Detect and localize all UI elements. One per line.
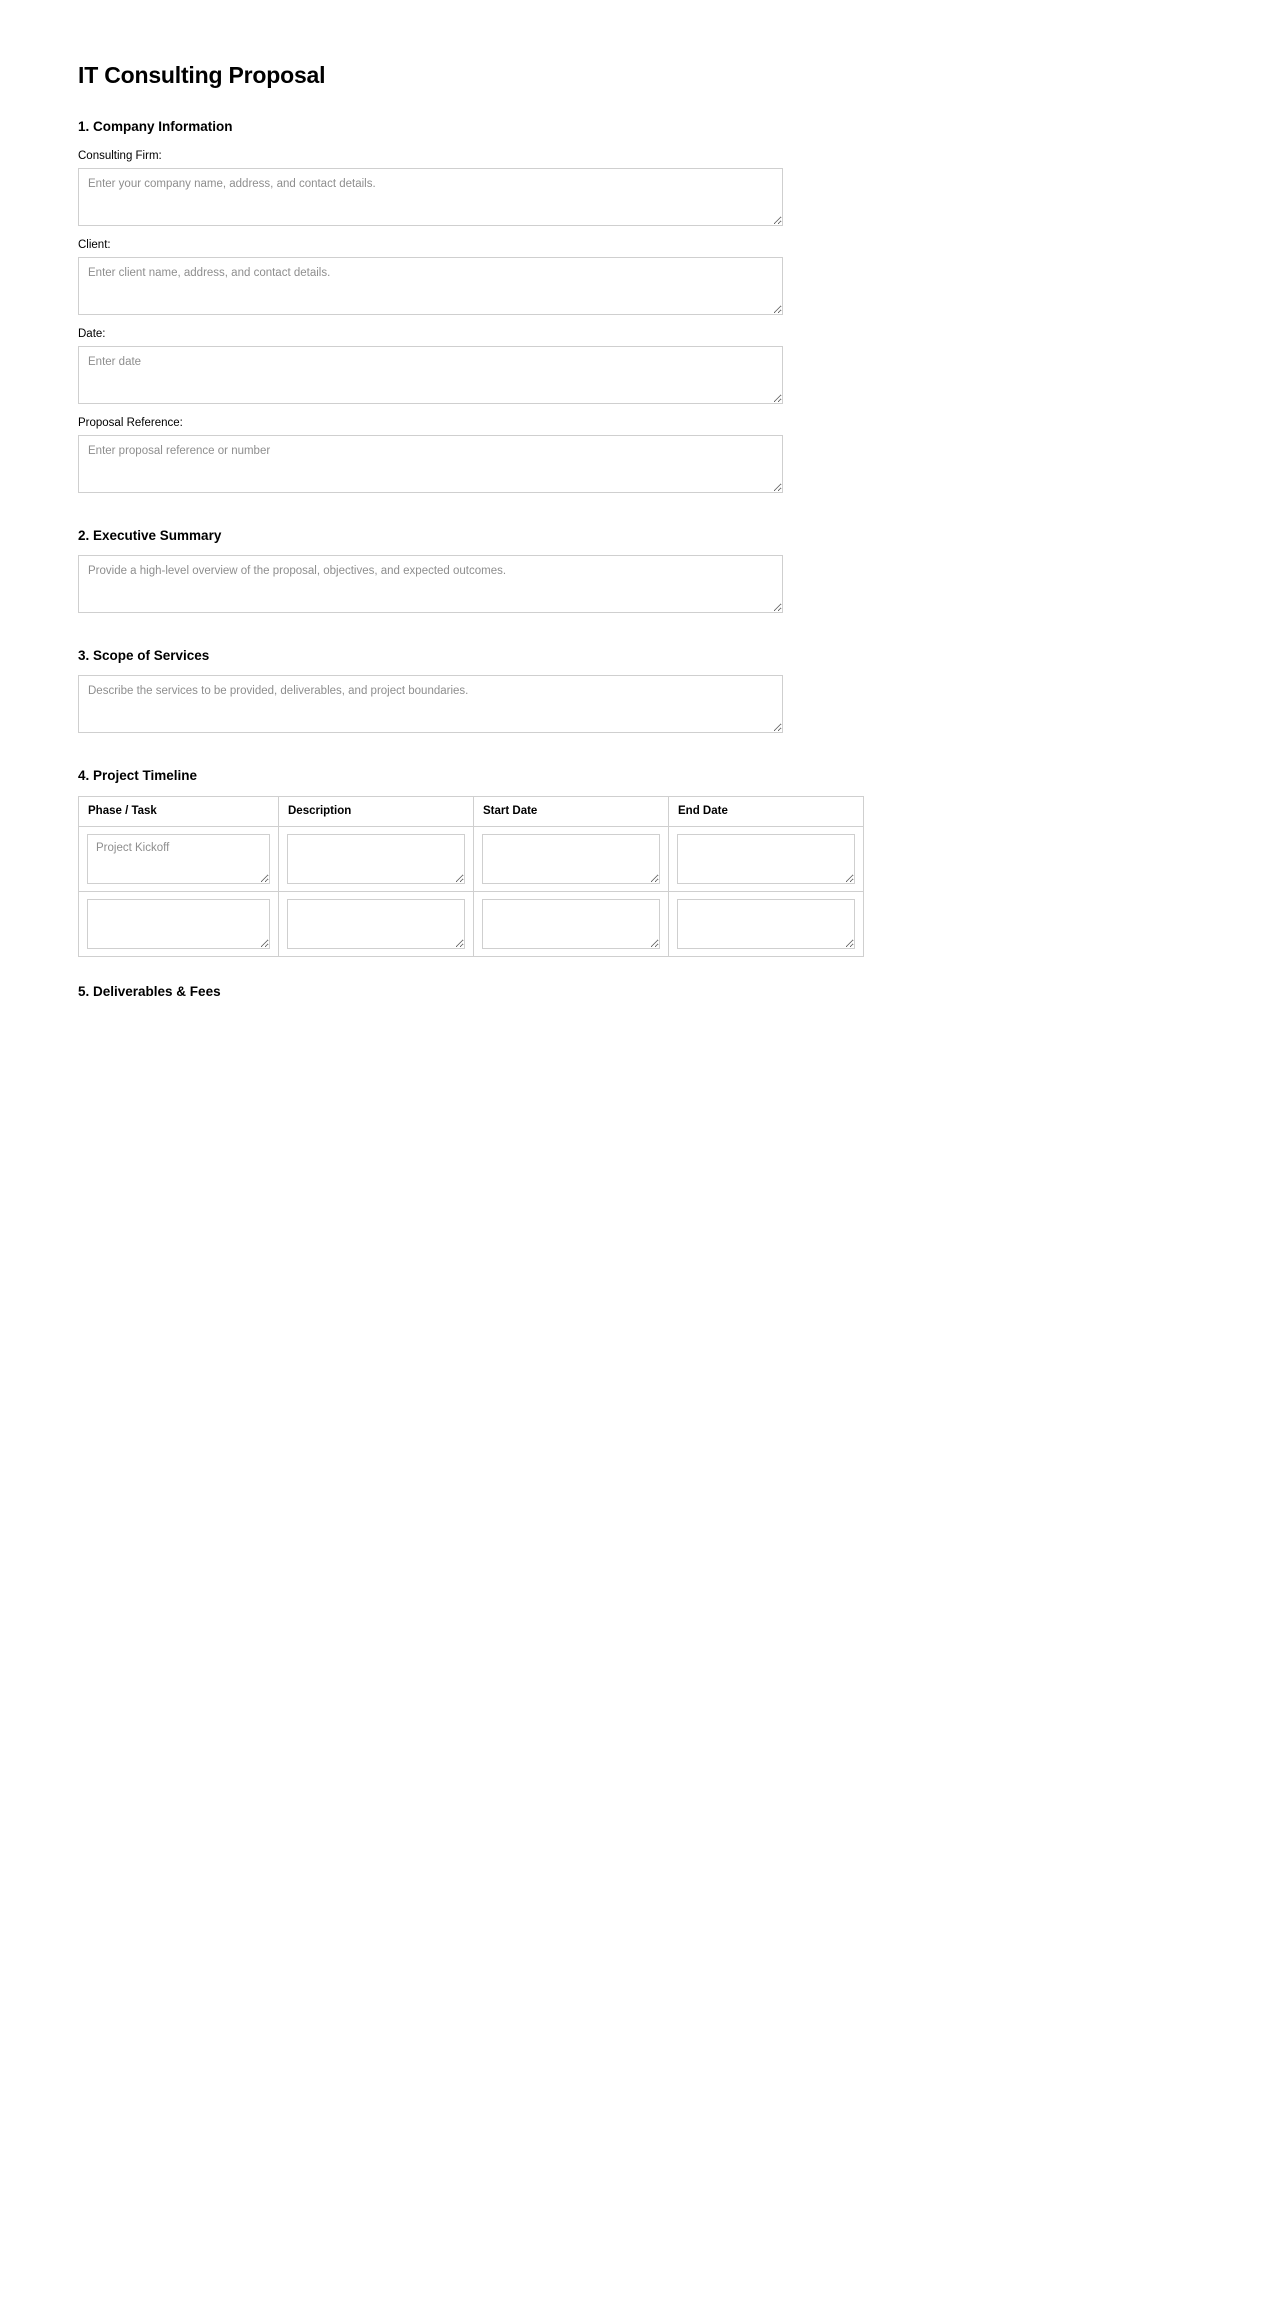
- section-heading-next-clipped: 5. Deliverables & Fees: [78, 984, 221, 999]
- client-input[interactable]: [78, 257, 783, 315]
- label-consulting-firm: Consulting Firm:: [78, 150, 162, 162]
- cell-end-date: [669, 827, 864, 892]
- label-client: Client:: [78, 239, 111, 251]
- cell-description: [279, 892, 474, 957]
- table-row: [79, 827, 864, 892]
- label-proposal-reference: Proposal Reference:: [78, 417, 183, 429]
- project-timeline-table: [78, 796, 864, 957]
- consulting-firm-input[interactable]: [78, 168, 783, 226]
- clipped-section-container: [78, 983, 783, 999]
- cell-description: [279, 827, 474, 892]
- executive-summary-input[interactable]: [78, 555, 783, 613]
- row-1-phase-task-input[interactable]: [87, 834, 270, 884]
- proposal-reference-input[interactable]: [78, 435, 783, 493]
- section-heading-company-information: 1. Company Information: [78, 119, 233, 134]
- cell-phase-task: [79, 892, 279, 957]
- cell-start-date: [474, 892, 669, 957]
- column-header-start-date: Start Date: [474, 797, 669, 827]
- table-body: [79, 827, 864, 957]
- row-2-start-date-input[interactable]: [482, 899, 660, 949]
- table-row: [79, 892, 864, 957]
- label-date: Date:: [78, 328, 106, 340]
- cell-end-date: [669, 892, 864, 957]
- table-header: [79, 797, 864, 827]
- column-header-description: Description: [279, 797, 474, 827]
- row-2-end-date-input[interactable]: [677, 899, 855, 949]
- section-heading-scope-of-services: 3. Scope of Services: [78, 648, 210, 663]
- row-1-end-date-input[interactable]: [677, 834, 855, 884]
- column-header-phase-task: Phase / Task: [79, 797, 279, 827]
- cell-start-date: [474, 827, 669, 892]
- row-1-description-input[interactable]: [287, 834, 465, 884]
- document-content: [78, 0, 783, 999]
- row-2-phase-task-input[interactable]: [87, 899, 270, 949]
- page-title: IT Consulting Proposal: [78, 62, 326, 88]
- cell-phase-task: [79, 827, 279, 892]
- row-1-start-date-input[interactable]: [482, 834, 660, 884]
- column-header-end-date: End Date: [669, 797, 864, 827]
- table-header-row: [79, 797, 864, 827]
- row-2-description-input[interactable]: [287, 899, 465, 949]
- scope-of-services-input[interactable]: [78, 675, 783, 733]
- section-heading-project-timeline: 4. Project Timeline: [78, 768, 198, 783]
- date-input[interactable]: [78, 346, 783, 404]
- section-heading-executive-summary: 2. Executive Summary: [78, 528, 222, 543]
